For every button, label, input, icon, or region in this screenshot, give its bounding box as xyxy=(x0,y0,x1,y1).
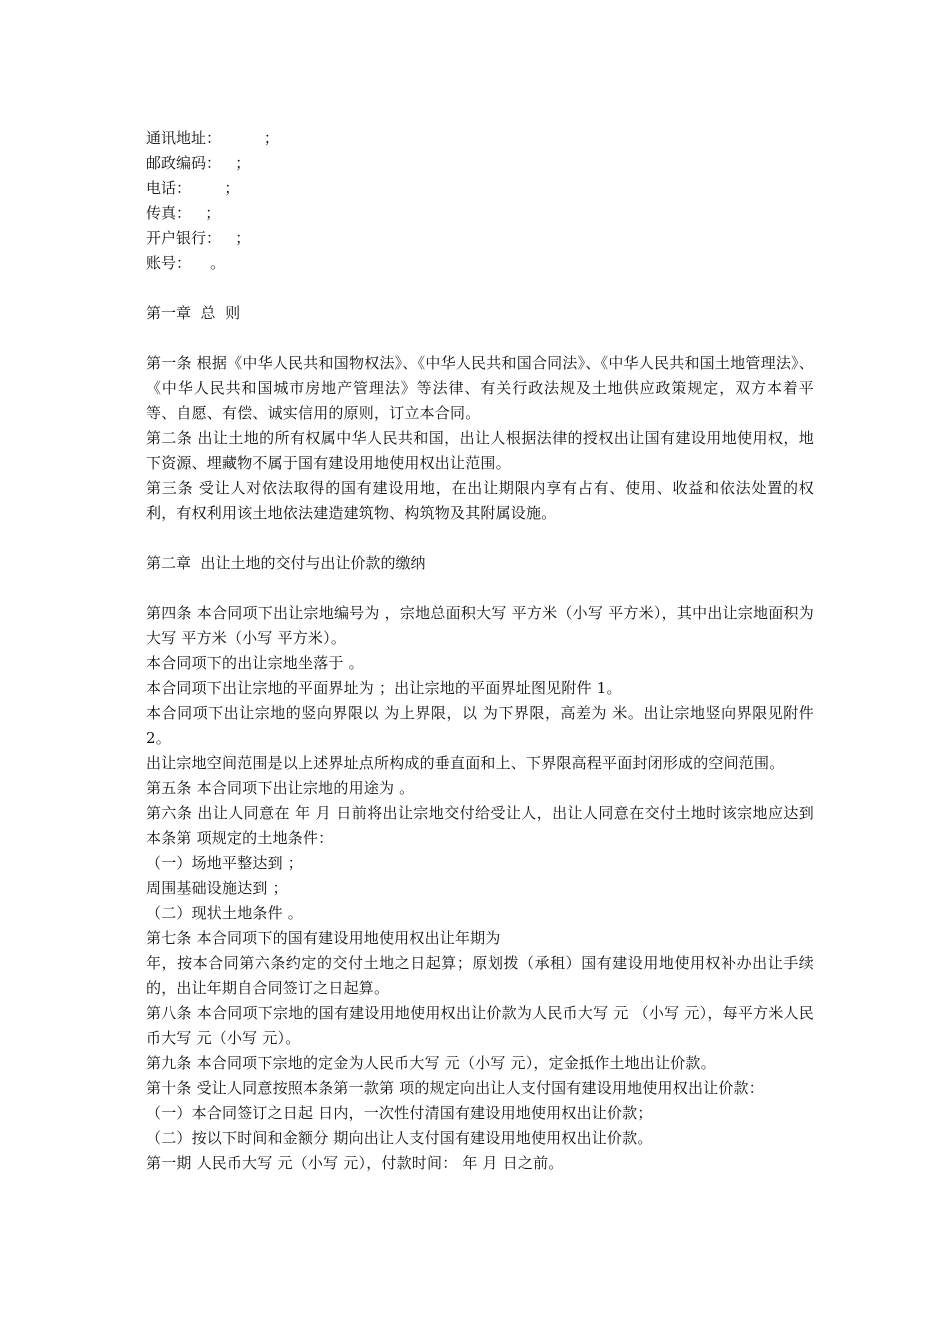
article-5: 第五条 本合同项下出让宗地的用途为 。 xyxy=(146,779,415,797)
chapter-1-title: 第一章 总 则 xyxy=(146,304,241,322)
article-6-item-1: （一）场地平整达到 ； xyxy=(146,854,303,872)
spacer xyxy=(146,326,814,351)
spacer xyxy=(146,526,814,551)
article-10: 第十条 受让人同意按照本条第一款第 项的规定向出让人支付国有建设用地使用权出让价款： xyxy=(146,1079,764,1097)
contact-phone: 电话： ； xyxy=(146,179,240,197)
contact-address: 通讯地址： ； xyxy=(146,129,279,147)
chapter-2-title: 第二章 出让土地的交付与出让价款的缴纳 xyxy=(146,554,426,572)
article-3: 第三条 受让人对依法取得的国有建设用地，在出让期限内享有占有、使用、收益和依法处置的权利，有权利用该土地依法建造建筑物、构筑物及其附属设施。 xyxy=(146,479,814,522)
article-4-space-range: 出让宗地空间范围是以上述界址点所构成的垂直面和上、下界限高程平面封闭形成的空间范围。 xyxy=(146,754,785,772)
article-7-body: 年，按本合同第六条约定的交付土地之日起算；原划拨（承租）国有建设用地使用权补办出让手续的，出让年期自合同签订之日起算。 xyxy=(146,954,814,997)
article-6-item-1b: 周围基础设施达到 ； xyxy=(146,879,288,897)
article-10-phase-1: 第一期 人民币大写 元（小写 元），付款时间： 年 月 日之前。 xyxy=(146,1154,564,1172)
article-10-item-1: （一）本合同签订之日起 日内，一次性付清国有建设用地使用权出让价款； xyxy=(146,1104,653,1122)
article-8: 第八条 本合同项下宗地的国有建设用地使用权出让价款为人民币大写 元 （小写 元），每平方米人民币大写 元（小写 元）。 xyxy=(146,1004,814,1047)
article-4: 第四条 本合同项下出让宗地编号为 ，宗地总面积大写 平方米（小写 平方米），其中出让宗地面积为大写 平方米（小写 平方米）。 xyxy=(146,604,814,647)
article-6-item-2: （二）现状土地条件 。 xyxy=(146,904,303,922)
article-9: 第九条 本合同项下宗地的定金为人民币大写 元（小写 元），定金抵作土地出让价款。 xyxy=(146,1054,716,1072)
spacer xyxy=(146,276,814,301)
contact-bank: 开户银行： ； xyxy=(146,229,251,247)
article-4-location: 本合同项下的出让宗地坐落于 。 xyxy=(146,654,364,672)
contact-account: 账号： 。 xyxy=(146,254,226,272)
spacer xyxy=(146,576,814,601)
article-4-plane-boundary: 本合同项下出让宗地的平面界址为 ；出让宗地的平面界址图见附件 1。 xyxy=(146,679,622,697)
article-7-head: 第七条 本合同项下的国有建设用地使用权出让年期为 xyxy=(146,929,501,947)
contact-fax: 传真： ； xyxy=(146,204,221,222)
contract-page xyxy=(146,126,814,1176)
article-2: 第二条 出让土地的所有权属中华人民共和国，出让人根据法律的授权出让国有建设用地使用权，地下资源、埋藏物不属于国有建设用地使用权出让范围。 xyxy=(146,429,814,472)
article-1: 第一条 根据《中华人民共和国物权法》、《中华人民共和国合同法》、《中华人民共和国土地管理法》、《中华人民共和国城市房地产管理法》等法律、有关行政法规及土地供应政策规定，双方本着平等、自愿、有偿、诚实信用的原则，订立本合同。 xyxy=(146,354,814,422)
contact-postal-code: 邮政编码： ； xyxy=(146,154,251,172)
article-4-vertical-boundary: 本合同项下出让宗地的竖向界限以 为上界限，以 为下界限，高差为 米。出让宗地竖向界限见附件 2。 xyxy=(146,704,814,747)
article-6: 第六条 出让人同意在 年 月 日前将出让宗地交付给受让人，出让人同意在交付土地时该宗地应达到本条第 项规定的土地条件： xyxy=(146,804,814,847)
article-10-item-2: （二）按以下时间和金额分 期向出让人支付国有建设用地使用权出让价款。 xyxy=(146,1129,653,1147)
